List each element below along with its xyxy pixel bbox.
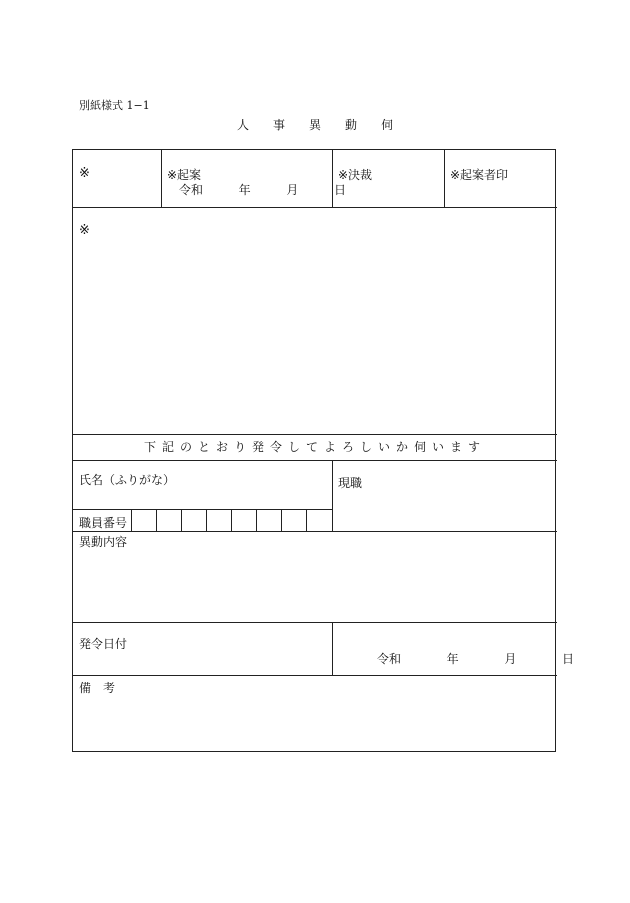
order-year: 年 (446, 652, 459, 666)
title-char: 伺 (381, 118, 394, 132)
form-table (72, 149, 575, 752)
approval-label: ※決裁 (338, 168, 373, 182)
employee-number-digit-box[interactable] (256, 510, 281, 531)
row-divider (73, 207, 557, 208)
employee-number-digit-box[interactable] (131, 510, 156, 531)
col-divider (444, 150, 445, 207)
order-date-label: 発令日付 (79, 637, 128, 651)
draft-date (179, 181, 346, 198)
employee-number-label: 職員番号 (79, 516, 128, 530)
employee-number-digit-box[interactable] (156, 510, 181, 531)
draft-year: 年 (238, 183, 251, 197)
draft-era: 令和 (179, 183, 204, 197)
remarks-label: 備 考 (79, 681, 116, 695)
order-day: 日 (562, 652, 575, 666)
transfer-details-label: 異動内容 (79, 535, 128, 549)
col-divider (161, 150, 162, 207)
form-title (237, 116, 417, 133)
employee-number-digit-box[interactable] (306, 510, 331, 531)
title-char: 異 (309, 118, 322, 132)
employee-number-digit-box[interactable] (231, 510, 256, 531)
row-divider (73, 531, 557, 532)
name-label: 氏名（ふりがな） (79, 473, 176, 487)
current-position-label: 現職 (338, 476, 363, 490)
order-month: 月 (504, 652, 517, 666)
col-divider (332, 150, 333, 207)
draft-label: ※起案 (167, 168, 202, 182)
order-date (377, 650, 574, 667)
form-code: 別紙様式 1−1 (79, 99, 150, 112)
employee-number-digit-box[interactable] (206, 510, 231, 531)
col-divider (332, 460, 333, 531)
employee-number-digit-box[interactable] (281, 510, 306, 531)
order-era: 令和 (377, 652, 402, 666)
row-divider (73, 460, 557, 461)
row-divider (73, 622, 557, 623)
title-char: 人 (237, 118, 250, 132)
title-char: 事 (273, 118, 286, 132)
col-divider (332, 622, 333, 675)
title-char: 動 (345, 118, 358, 132)
draft-month: 月 (286, 183, 299, 197)
row-divider (73, 434, 557, 435)
employee-number-digit-box[interactable] (181, 510, 206, 531)
reference-mark: ※ (79, 166, 90, 181)
memo-mark: ※ (79, 223, 90, 238)
drafter-seal-label: ※起案者印 (450, 168, 509, 182)
request-statement: 下記のとおり発令してよろしいか伺います (143, 440, 486, 454)
row-divider (73, 675, 557, 676)
draft-day: 日 (334, 183, 347, 197)
